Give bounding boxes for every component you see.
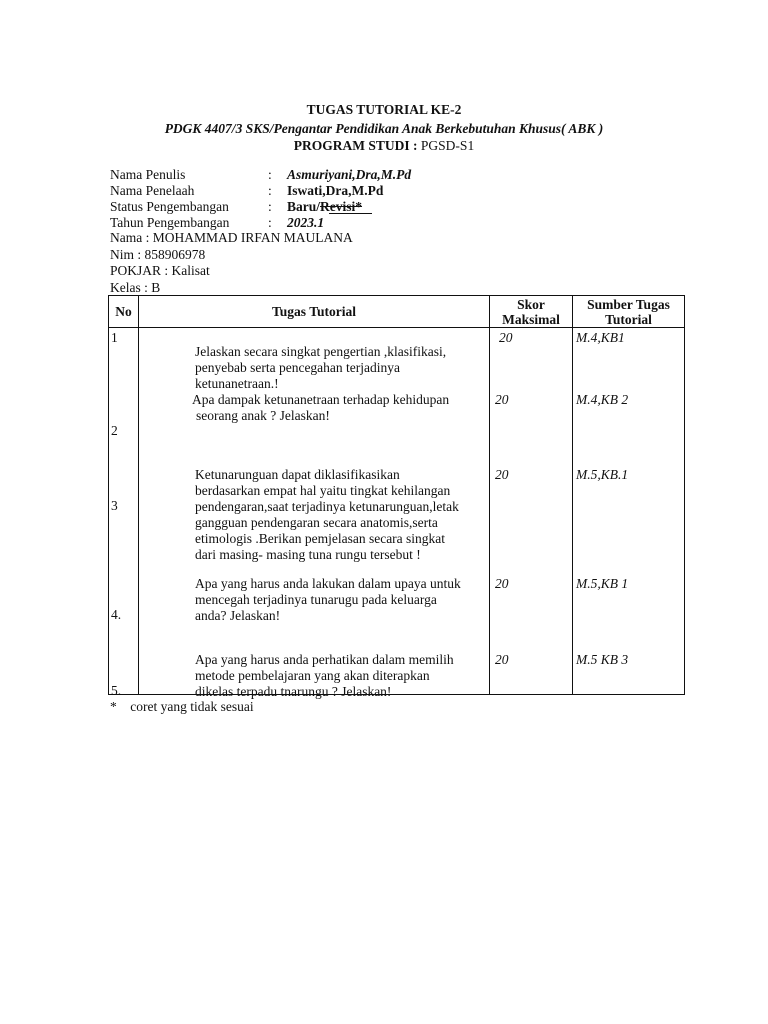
program-line — [0, 137, 768, 155]
row-4-line-3: anda? Jelaskan! — [195, 608, 281, 623]
header-sumber-line1: Sumber Tugas — [587, 296, 670, 312]
row-5-line-2: metode pembelajaran yang akan diterapkan — [195, 668, 430, 683]
row-5-no: 5. — [111, 683, 122, 698]
meta-colon: : — [268, 215, 272, 230]
student-name: Nama : MOHAMMAD IRFAN MAULANA — [110, 230, 353, 245]
meta-value: Asmuriyani,Dra,M.Pd — [287, 167, 412, 182]
header-skor — [490, 296, 573, 328]
task-table — [108, 295, 685, 699]
row-4-line-1: Apa yang harus anda lakukan dalam upaya untuk — [195, 576, 461, 591]
header-skor-line1: Skor — [517, 296, 545, 312]
row-2-skor: 20 — [495, 392, 509, 407]
row-2-line-1: Apa dampak ketunanetraan terhadap kehidupan — [192, 392, 450, 407]
status-baru: Baru/ — [287, 199, 321, 214]
program-label: PROGRAM STUDI : — [293, 138, 418, 153]
row-3-sumber: M.5,KB.1 — [576, 467, 629, 482]
document-title: TUGAS TUTORIAL KE-2 — [306, 102, 462, 117]
meta-colon: : — [268, 199, 272, 214]
row-3-line-5: etimologis .Berikan pemjelasan secara singkat — [195, 531, 446, 546]
header-skor-line2: Maksimal — [502, 311, 560, 327]
row-1-no: 1 — [111, 330, 118, 345]
row-1-line-3: ketunanetraan.! — [195, 376, 279, 391]
row-1-line-2: penyebab serta pencegahan terjadinya — [195, 360, 401, 375]
status-underline — [329, 213, 372, 214]
header-sumber — [573, 296, 685, 328]
row-3-line-6: dari masing- masing tuna rungu tersebut ! — [195, 547, 421, 562]
row-3-line-4: gangguan pendengaran secara anatomis,serta — [195, 515, 438, 530]
meta-label: Nama Penulis — [110, 167, 186, 182]
student-kelas: Kelas : B — [110, 280, 161, 295]
meta-value: Iswati,Dra,M.Pd — [287, 183, 384, 198]
column-skor — [490, 328, 573, 695]
row-5-line-1: Apa yang harus anda perhatikan dalam memilih — [195, 652, 454, 667]
meta-colon: : — [268, 183, 272, 198]
row-3-line-3: pendengaran,saat terjadinya ketunarunguan,letak — [195, 499, 459, 514]
table-body-row — [109, 328, 685, 695]
meta-colon: : — [268, 167, 272, 182]
meta-label: Status Pengembangan — [110, 199, 229, 214]
footnote — [110, 699, 254, 715]
course-title: PDGK 4407/3 SKS/Pengantar Pendidikan Anak Berkebutuhan Khusus( ABK ) — [164, 121, 604, 136]
column-tugas — [139, 328, 490, 699]
column-sumber — [573, 328, 685, 695]
meta-value: 2023.1 — [287, 215, 325, 230]
student-pokjar: POKJAR : Kalisat — [110, 263, 210, 278]
row-1-line-1: Jelaskan secara singkat pengertian ,klasifikasi, — [195, 344, 447, 359]
row-4-line-2: mencegah terjadinya tunarugu pada keluarga — [195, 592, 437, 607]
footnote-text: coret yang tidak sesuai — [130, 699, 254, 714]
row-5-line-3: dikelas terpadu tnarungu ? Jelaskan! — [195, 684, 392, 699]
row-5-sumber: M.5 KB 3 — [576, 652, 629, 667]
header-no: No — [109, 296, 139, 328]
row-2-line-2: seorang anak ? Jelaskan! — [196, 408, 330, 423]
header-tugas: Tugas Tutorial — [139, 296, 490, 328]
row-3-skor: 20 — [495, 467, 509, 482]
row-3-no: 3 — [111, 498, 118, 513]
row-3-line-2: berdasarkan empat hal yaitu tingkat kehilangan — [195, 483, 451, 498]
row-1-sumber: M.4,KB1 — [576, 330, 625, 345]
student-nim: Nim : 858906978 — [110, 247, 206, 262]
row-4-sumber: M.5,KB 1 — [576, 576, 629, 591]
row-5-skor: 20 — [495, 652, 509, 667]
program-value: PGSD-S1 — [420, 138, 475, 153]
row-4-skor: 20 — [495, 576, 509, 591]
footnote-star: * — [110, 699, 117, 714]
table-header-row — [109, 296, 685, 328]
row-2-no: 2 — [111, 423, 118, 438]
meta-label: Tahun Pengembangan — [110, 215, 230, 230]
row-4-no: 4. — [111, 607, 122, 622]
column-no — [109, 328, 139, 698]
row-3-line-1: Ketunarunguan dapat diklasifikasikan — [195, 467, 400, 482]
header-sumber-line2: Tutorial — [605, 311, 652, 327]
meta-label: Nama Penelaah — [110, 183, 195, 198]
status-revisi: Revisi* — [320, 199, 363, 214]
row-1-skor: 20 — [499, 330, 513, 345]
row-2-sumber: M.4,KB 2 — [576, 392, 629, 407]
